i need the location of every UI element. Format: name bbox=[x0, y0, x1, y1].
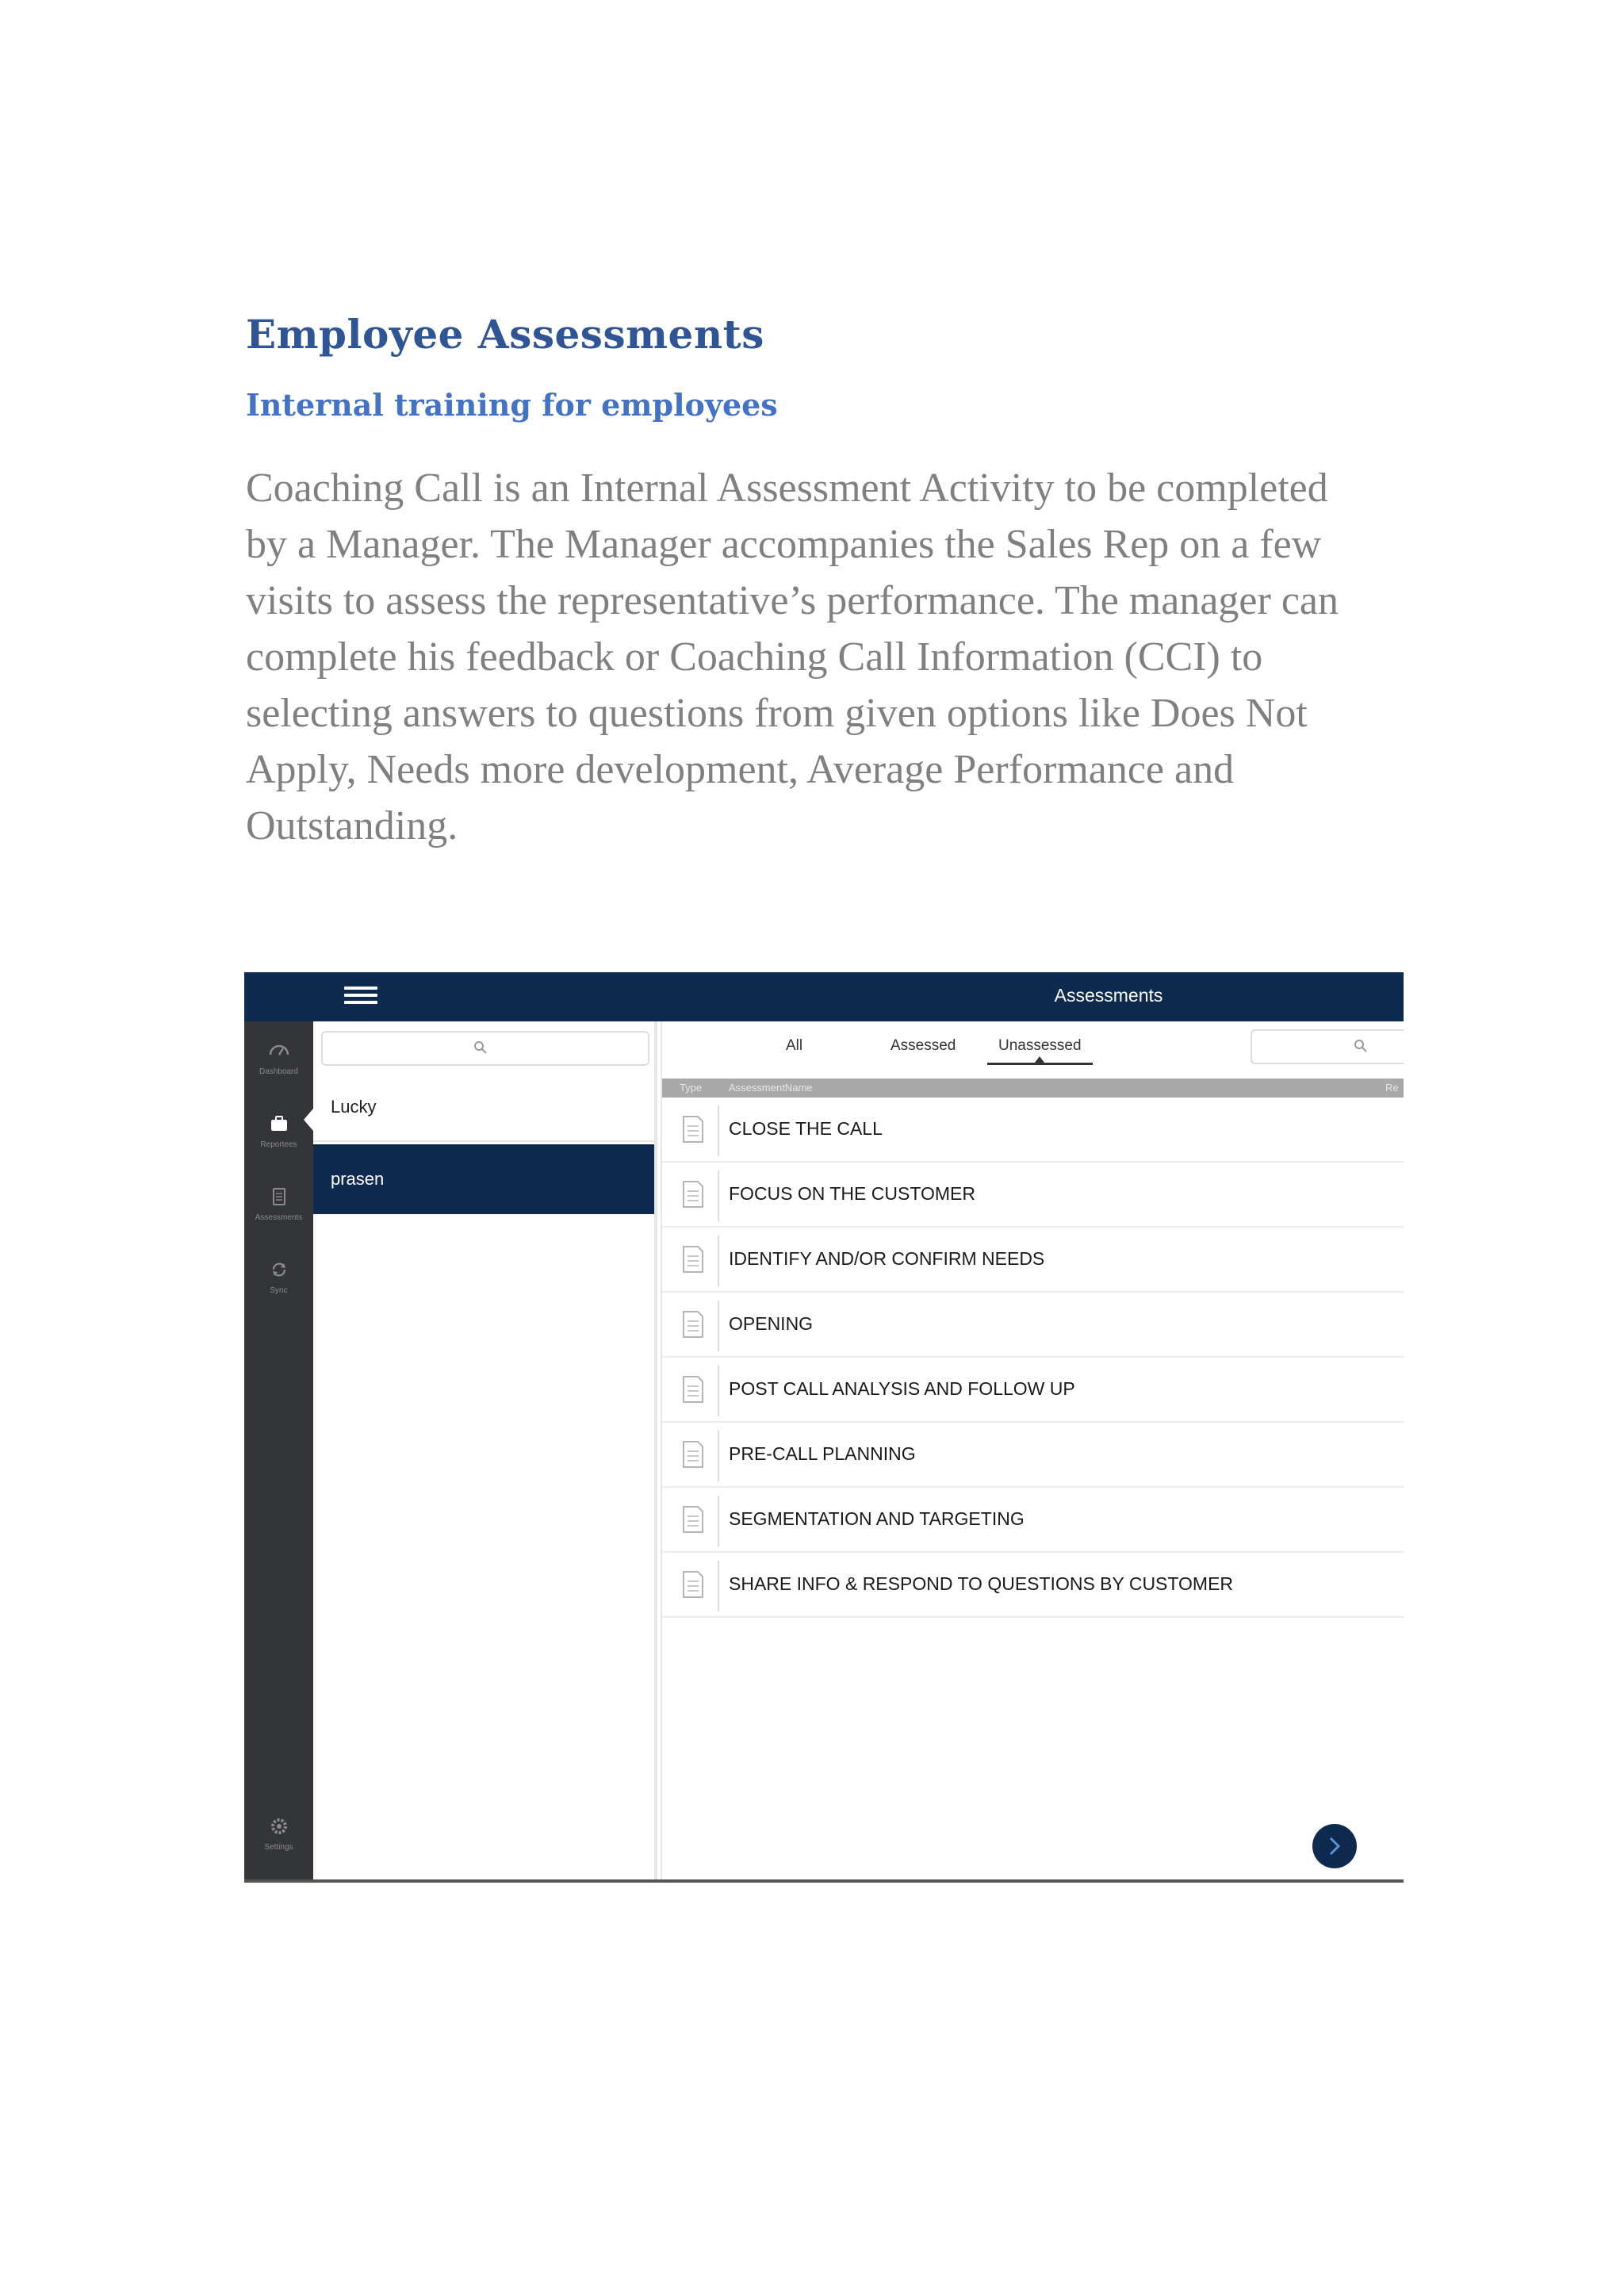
sidebar bbox=[244, 1021, 313, 1883]
document-icon bbox=[681, 1505, 705, 1534]
row-divider bbox=[718, 1170, 719, 1221]
document-icon bbox=[681, 1180, 705, 1209]
table-row[interactable] bbox=[662, 1098, 1404, 1163]
app-top-bar bbox=[244, 972, 1404, 1021]
tab-assessed[interactable]: Assessed bbox=[891, 1037, 956, 1054]
sidebar-item-reportees[interactable] bbox=[244, 1112, 313, 1149]
app-screenshot bbox=[244, 972, 1404, 1883]
sidebar-label-reportees: Reportees bbox=[260, 1140, 297, 1149]
column-header-re: Re bbox=[1385, 1082, 1399, 1094]
table-row[interactable] bbox=[662, 1358, 1404, 1423]
document-icon bbox=[681, 1115, 705, 1144]
sidebar-label-sync: Sync bbox=[270, 1286, 288, 1295]
assessment-name: SHARE INFO & RESPOND TO QUESTIONS BY CUSTOMER bbox=[729, 1573, 1234, 1594]
sidebar-label-dashboard: Dashboard bbox=[259, 1067, 298, 1076]
row-divider bbox=[718, 1496, 719, 1546]
row-divider bbox=[718, 1105, 719, 1156]
user-name: Lucky bbox=[331, 1097, 377, 1117]
column-header-name: AssessmentName bbox=[729, 1082, 813, 1094]
bottom-border bbox=[244, 1879, 1404, 1883]
row-divider bbox=[718, 1431, 719, 1481]
row-divider bbox=[718, 1366, 719, 1416]
assessment-name: PRE-CALL PLANNING bbox=[729, 1443, 916, 1464]
assessment-list bbox=[662, 1098, 1404, 1618]
user-list-pane bbox=[313, 1021, 657, 1883]
user-search-input[interactable] bbox=[321, 1031, 649, 1066]
document-icon bbox=[681, 1440, 705, 1469]
document-icon bbox=[681, 1570, 705, 1599]
assessment-search-input[interactable] bbox=[1251, 1029, 1404, 1064]
column-header-type: Type bbox=[680, 1082, 703, 1094]
sidebar-item-settings[interactable] bbox=[244, 1814, 313, 1852]
sidebar-item-sync[interactable] bbox=[244, 1258, 313, 1295]
sidebar-selection-indicator bbox=[304, 1109, 313, 1131]
sidebar-label-assessments: Assessments bbox=[255, 1213, 303, 1222]
table-row[interactable] bbox=[662, 1553, 1404, 1618]
assessment-name: FOCUS ON THE CUSTOMER bbox=[729, 1183, 975, 1204]
row-divider bbox=[718, 1236, 719, 1286]
gear-icon bbox=[267, 1814, 291, 1838]
table-row[interactable] bbox=[662, 1423, 1404, 1488]
table-row[interactable] bbox=[662, 1488, 1404, 1553]
assessment-name: SEGMENTATION AND TARGETING bbox=[729, 1508, 1025, 1529]
row-divider bbox=[718, 1561, 719, 1611]
hamburger-menu-icon[interactable] bbox=[344, 987, 377, 1007]
tab-all[interactable]: All bbox=[786, 1037, 803, 1054]
sync-icon bbox=[267, 1258, 291, 1282]
document-title: Employee Assessments bbox=[246, 311, 764, 358]
table-header bbox=[662, 1079, 1404, 1098]
assessment-tabs bbox=[662, 1021, 1404, 1077]
search-icon bbox=[473, 1040, 488, 1055]
assessment-name: CLOSE THE CALL bbox=[729, 1118, 883, 1139]
search-icon bbox=[1354, 1039, 1368, 1053]
briefcase-icon bbox=[267, 1112, 291, 1136]
user-list-item-selected[interactable] bbox=[313, 1144, 654, 1214]
chevron-right-icon bbox=[1325, 1835, 1344, 1857]
document-icon bbox=[681, 1375, 705, 1404]
sidebar-label-settings: Settings bbox=[264, 1843, 293, 1852]
app-title: Assessments bbox=[1054, 985, 1163, 1006]
dashboard-icon bbox=[267, 1039, 291, 1063]
assessment-name: IDENTIFY AND/OR CONFIRM NEEDS bbox=[729, 1248, 1045, 1269]
document-body-paragraph: Coaching Call is an Internal Assessment Activity to be completed by a Manager. The Manager accompanies the Sales Rep on a few visits to assess the representative’s performance. The manager can complete his feedback or Coaching Call Information (CCI) to selecting answers to questions from given options like Does Not Apply, Needs more development, Average Performance and Outstanding. bbox=[246, 466, 1339, 849]
document-icon bbox=[681, 1245, 705, 1274]
user-name: prasen bbox=[331, 1169, 385, 1189]
document-icon bbox=[681, 1310, 705, 1339]
user-list-item[interactable] bbox=[313, 1072, 654, 1142]
row-divider bbox=[718, 1301, 719, 1351]
sidebar-item-assessments[interactable] bbox=[244, 1185, 313, 1222]
table-row[interactable] bbox=[662, 1228, 1404, 1293]
assessment-name: POST CALL ANALYSIS AND FOLLOW UP bbox=[729, 1378, 1075, 1399]
sidebar-item-dashboard[interactable] bbox=[244, 1039, 313, 1076]
next-button[interactable] bbox=[1312, 1824, 1357, 1868]
tab-unassessed-label: Unassessed bbox=[998, 1037, 1082, 1054]
table-row[interactable] bbox=[662, 1163, 1404, 1228]
assessment-content bbox=[661, 1021, 1404, 1883]
clipboard-icon bbox=[267, 1185, 291, 1209]
table-row[interactable] bbox=[662, 1293, 1404, 1358]
tab-active-indicator bbox=[1035, 1056, 1044, 1063]
tab-underline bbox=[987, 1063, 1093, 1065]
assessment-name: OPENING bbox=[729, 1313, 814, 1334]
document-subtitle: Internal training for employees bbox=[246, 387, 778, 423]
tab-unassessed[interactable] bbox=[998, 1037, 1082, 1055]
